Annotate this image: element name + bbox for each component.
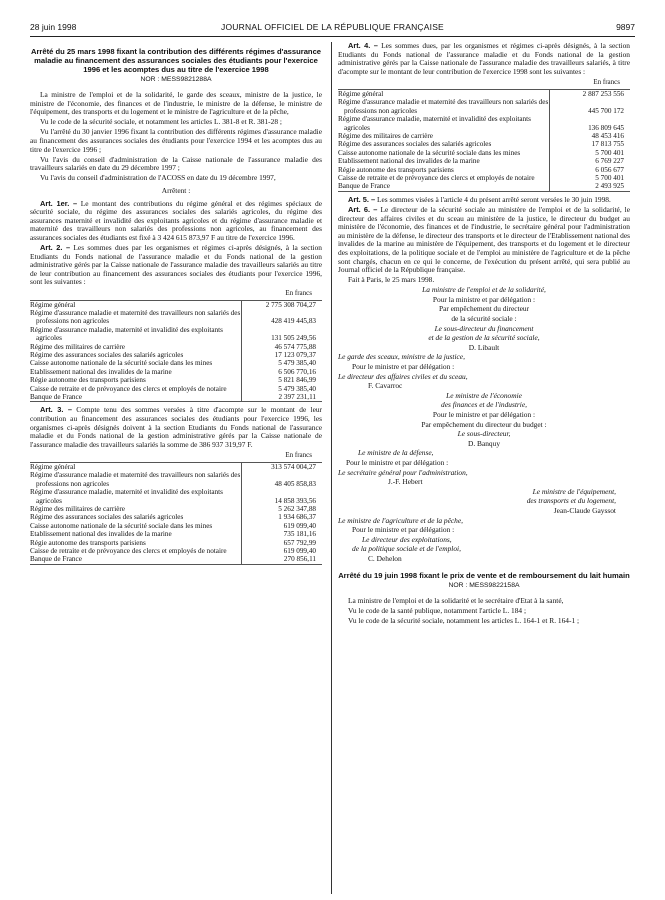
table-row: [30, 505, 322, 513]
sig1-name: D. Libault: [468, 342, 500, 352]
row-label: Régime d'assurance maladie et maternité des travailleurs non salariés des professions non agricoles: [30, 308, 241, 326]
table-row: [30, 309, 322, 326]
header-journal-title: JOURNAL OFFICIEL DE LA RÉPUBLIQUE FRANÇAISE: [221, 22, 444, 32]
row-label: Régime d'assurance maladie, maternité et invalidité des exploitants agricoles: [338, 115, 550, 132]
decree2-intro: La ministre de l'emploi et de la solidarité et le secrétaire d'Etat à la santé,: [348, 595, 564, 605]
sig1-c: de la sécurité sociale :: [451, 314, 517, 324]
sig6-name: C. Dehelon: [368, 553, 402, 563]
table-row: [30, 368, 322, 376]
row-label: Régime des assurances sociales des salariés agricoles: [338, 140, 550, 148]
row-value: 131 505 249,56: [271, 334, 316, 343]
row-label: Régime général: [30, 300, 242, 309]
row-label: Régime des militaires de carrière: [30, 343, 242, 351]
row-value: 14 858 393,56: [274, 496, 316, 505]
row-value: 5 821 846,99: [278, 376, 316, 385]
header-date: 28 juin 1998: [30, 22, 77, 32]
article3-text: Compte tenu des sommes versées à titre d'acompte sur le montant de leur contribution au financement des assurances sociales des étudiants pour l'exercice 1996, les organismes ci-après désignés doivent à la section Etudiants du Fonds national de l'assurance maladie et du Fonds national de la gestion administrative gérés par la Caisse nationale de l'assurance maladie des travailleurs salariés la somme de 386 937 319,97 F.: [30, 405, 323, 449]
article5-text: Les sommes visées à l'article 4 du présent arrêté seront versées le 30 juin 1998.: [376, 194, 611, 204]
table-row: [338, 174, 630, 182]
row-value: 136 809 645: [588, 123, 624, 132]
row-value: 619 099,40: [283, 521, 316, 530]
row-value: 17 123 079,37: [274, 350, 316, 359]
sig6-b: Le directeur des exploitations,: [362, 534, 452, 544]
sig1-d: Le sous-directeur du financement: [434, 323, 534, 333]
sig3-a: Pour le ministre et par délégation :: [432, 410, 536, 419]
row-value: 5 479 385,40: [278, 384, 316, 393]
decree1-intro: La ministre de l'emploi et de la solidarité, le garde des sceaux, ministre de la justice, le ministre de l'économie, des finances et de l'industrie, le ministre de la défense, le ministre de l'équipement, des transports et du logement et le ministre de l'agriculture et de la pêche,: [30, 89, 322, 117]
decree1-vu2: Vu l'arrêté du 30 janvier 1996 fixant la contribution des différents régimes d'assurance maladie au financement des assurances sociales des étudiants pour l'exercice 1994 et les acomptes dus au titre de l'exercice 1996 ;: [30, 127, 322, 154]
decree1-article3: [30, 406, 322, 449]
row-label: Caisse autonome nationale de la sécurité sociale dans les mines: [30, 522, 242, 530]
row-value: 313 574 004,27: [242, 462, 323, 471]
sig1-e: et de la gestion de la sécurité sociale,: [428, 333, 540, 343]
table-row: [338, 166, 630, 174]
row-value: 2 887 253 556: [550, 89, 631, 98]
row-value: 428 419 445,83: [271, 317, 316, 326]
table-row: [30, 462, 322, 471]
right-column: [338, 42, 630, 627]
table-article3: [30, 462, 322, 565]
sig3-name: D. Banquy: [467, 438, 501, 448]
decree1-vu3: Vu l'avis du conseil d'administration de la Caisse nationale de l'assurance maladie des travailleurs salariés en date du 29 décembre 1997 ;: [30, 154, 322, 173]
sig5-name: Jean-Claude Gayssot: [553, 505, 616, 515]
row-value: 48 405 858,83: [274, 479, 316, 488]
sig2-b: Le directeur des affaires civiles et du sceau,: [338, 371, 468, 381]
decree2-vu2: Vu le code de la sécurité sociale, notamment les articles L. 164-1 et R. 164-1 ;: [348, 616, 580, 626]
article1-text: Le montant des contributions du régime général et des régimes spéciaux de sécurité sociale, du régime des assurances sociales des salariés agricoles, du régime des assurances maternité et invalidité des exploitants agricoles et du régime d'assurance maladie et maternité des travailleurs non salariés des professions non agricoles, au financement des assurances sociales des étudiants est fixé à 3 424 615 873,97 F au titre de l'exercice 1996.: [30, 198, 323, 242]
signatures-block: [338, 286, 630, 563]
table-row: [30, 555, 322, 564]
decree2-nor: NOR : MESS9822158A: [448, 582, 520, 590]
row-value: 5 479 385,40: [278, 359, 316, 368]
row-label: Banque de France: [30, 555, 242, 564]
row-label: Banque de France: [30, 393, 242, 402]
row-value: 1 934 686,37: [278, 513, 316, 522]
table-row: [30, 343, 322, 351]
sig2-a: Pour le ministre et par délégation :: [352, 362, 455, 372]
row-label: Etablissement national des invalides de la marine: [30, 530, 242, 538]
sig3-role2: des finances et de l'industrie,: [441, 400, 527, 410]
sig4-a: Pour le ministre et par délégation :: [346, 457, 449, 467]
sig6-role: Le ministre de l'agriculture et de la pêche,: [338, 515, 464, 525]
decree1-article1: [30, 200, 322, 243]
row-value: 5 700 401: [595, 174, 624, 183]
decree1-article4: [338, 42, 630, 76]
sig3-role: Le ministre de l'économie: [446, 390, 522, 400]
table-row: [30, 513, 322, 521]
row-value: 2 775 308 704,27: [242, 300, 323, 309]
row-value: 48 453 416: [591, 132, 624, 140]
article4-label: Art. 4. –: [348, 41, 378, 50]
table-row: [30, 530, 322, 538]
table-row: [30, 300, 322, 309]
row-label: Régime d'assurance maladie et maternité des travailleurs non salariés des professions non agricoles: [338, 98, 549, 115]
sig3-b: Par empêchement du directeur du budget :: [421, 419, 547, 429]
row-label: Caisse autonome nationale de la sécurité sociale dans les mines: [338, 149, 550, 157]
row-value: 2 397 231,11: [242, 393, 323, 402]
row-label: Régime général: [338, 89, 550, 98]
sig1-a: Pour la ministre et par délégation :: [432, 294, 536, 304]
decree1-article2: [30, 244, 322, 287]
decree1-arretent: Arrêtent :: [161, 185, 191, 195]
table4-unit: En francs: [593, 78, 620, 87]
table-row: [30, 385, 322, 393]
sig5-role: Le ministre de l'équipement,: [532, 486, 616, 496]
sig2-role: Le garde des sceaux, ministre de la justice,: [338, 352, 465, 362]
row-value: 6 056 677: [595, 165, 624, 174]
decree1-vu1: Vu le code de la sécurité sociale, et notamment les articles L. 381-8 et R. 381-28 ;: [40, 117, 282, 127]
article6-text: Le directeur de la sécurité sociale au ministère de l'emploi et de la solidarité, le directeur des affaires civiles et du sceau au ministère de la justice, le directeur du budget au ministère de l'économie, des finances et de l'industrie, le secrétaire général pour l'administration au ministère de la défense, le directeur des transports et le directeur de l'Etablissement national des invalides de la marine au ministère de l'équipement, des transports et du logement et le directeur des exploitations, de la politique sociale et de l'emploi au ministère de l'agriculture et de la pêche sont chargés, chacun en ce qui le concerne, de l'exécution du présent arrêté, qui sera publié au Journal officiel de la République française.: [338, 204, 630, 275]
table3-unit: En francs: [285, 451, 312, 460]
row-label: Régime des assurances sociales des salariés agricoles: [30, 351, 242, 359]
row-label: Régime général: [30, 462, 242, 471]
article2-text: Les sommes dues par les organismes et régimes ci-après désignés, à la section Etudiants du Fonds national de l'assurance maladie et du Fonds national de la gestion administrative gérés par la Caisse nationale de l'assurance maladie des travailleurs salariés au titre de leur contribution au financement des assurances sociales des étudiants pour l'exercice 1996, sont les suivantes :: [30, 242, 322, 287]
article1-label: Art. 1er. –: [40, 198, 78, 208]
row-value: 619 099,40: [283, 547, 316, 556]
row-label: Régie autonome des transports parisiens: [338, 166, 550, 174]
table-row: [30, 393, 322, 402]
sig4-role: Le ministre de la défense,: [358, 448, 434, 458]
article6-label: Art. 6. –: [348, 204, 378, 214]
row-label: Caisse de retraite et de prévoyance des clercs et employés de notaire: [338, 174, 550, 182]
table-row: [30, 522, 322, 530]
header-page-number: 9897: [616, 22, 635, 32]
row-value: 6 769 227: [595, 157, 624, 166]
table-row: [338, 182, 630, 191]
row-label: Régime des militaires de carrière: [30, 505, 242, 513]
sig1-role: La ministre de l'emploi et de la solidarité,: [422, 285, 546, 295]
row-value: 2 493 925: [550, 182, 631, 191]
sig4-name: J.-F. Hebert: [388, 477, 423, 487]
article3-label: Art. 3. –: [40, 405, 72, 415]
row-value: 445 700 172: [588, 106, 624, 115]
article2-label: Art. 2. –: [40, 242, 71, 252]
table-row: [338, 98, 630, 115]
sig2-name: F. Cavarroc: [368, 381, 403, 391]
decree2-title: Arrêté du 19 juin 1998 fixant le prix de vente et de remboursement du lait humain: [338, 570, 630, 580]
row-value: 657 792,99: [283, 538, 316, 547]
decree1-title: Arrêté du 25 mars 1998 fixant la contribution des différents régimes d'assurance maladie au financement des assurances sociales des étudiants pour l'exercice 1996 et les acomptes dus au titre de l'exercice 1998: [30, 47, 322, 74]
table-row: [30, 539, 322, 547]
sig6-c: de la politique sociale et de l'emploi,: [352, 544, 461, 554]
table-article2: [30, 300, 322, 403]
sig5-role2: des transports et du logement,: [526, 496, 616, 506]
row-value: 270 856,11: [242, 555, 323, 564]
row-label: Régime des assurances sociales des salariés agricoles: [30, 513, 242, 521]
table-row: [30, 376, 322, 384]
sig1-b: Par empêchement du directeur: [438, 304, 530, 314]
table-row: [30, 359, 322, 367]
row-label: Régime des militaires de carrière: [338, 132, 550, 140]
decree2-vu1: Vu le code de la santé publique, notamment l'article L. 184 ;: [348, 605, 527, 615]
table-row: [338, 89, 630, 98]
sig6-a: Pour le ministre et par délégation :: [352, 525, 455, 535]
row-value: 6 506 770,16: [278, 367, 316, 376]
left-column: [30, 42, 322, 569]
row-label: Banque de France: [338, 182, 550, 191]
sig4-b: Le secrétaire général pour l'administration,: [338, 467, 468, 477]
row-label: Régime d'assurance maladie et maternité des travailleurs non salariés des professions non agricoles: [30, 471, 241, 488]
page-header: [30, 22, 635, 34]
decree1-article5: [338, 196, 630, 205]
table-row: [30, 547, 322, 555]
row-value: 5 700 401: [595, 148, 624, 157]
row-label: Caisse autonome nationale de la sécurité sociale dans les mines: [30, 359, 242, 367]
table-row: [338, 115, 630, 132]
row-label: Régime d'assurance maladie, maternité et invalidité des exploitants agricoles: [30, 488, 242, 505]
column-separator: [331, 42, 332, 894]
table-row: [338, 157, 630, 165]
header-rule: [30, 36, 635, 37]
table-row: [30, 351, 322, 359]
row-label: Caisse de retraite et de prévoyance des clercs et employés de notaire: [30, 385, 242, 393]
table-row: [30, 471, 322, 488]
table-row: [30, 488, 322, 505]
table2-unit: En francs: [285, 288, 312, 297]
decree1-vu4: Vu l'avis du conseil d'administration de l'ACOSS en date du 19 décembre 1997,: [40, 173, 276, 183]
row-label: Régie autonome des transports parisiens: [30, 376, 242, 384]
article5-label: Art. 5. –: [348, 194, 376, 204]
row-value: 17 813 755: [591, 140, 624, 149]
table-article4: [338, 89, 630, 192]
table-row: [338, 149, 630, 157]
row-value: 735 181,16: [283, 530, 316, 539]
row-value: 5 262 347,88: [278, 505, 316, 514]
article4-text: Les sommes dues, par les organismes et régimes ci-après désignés, à la section Etudiants du Fonds national de l'assurance maladie et du Fonds national de la gestion administrative gérés par la Caisse nationale de l'assurance maladie des travailleurs salariés, à titre d'acompte sur le montant de leur contribution de l'exercice 1998 sont les suivantes :: [338, 41, 631, 76]
sig3-c: Le sous-directeur,: [457, 429, 511, 439]
row-label: Etablissement national des invalides de la marine: [338, 157, 550, 165]
row-label: Régime d'assurance maladie, maternité et invalidité des exploitants agricoles: [30, 326, 242, 343]
table-row: [338, 132, 630, 140]
row-label: Régie autonome des transports parisiens: [30, 539, 242, 547]
table-row: [30, 326, 322, 343]
decree1-article6: [338, 206, 630, 275]
row-value: 46 574 775,88: [274, 342, 316, 351]
row-label: Caisse de retraite et de prévoyance des clercs et employés de notaire: [30, 547, 242, 555]
decree1-fait: Fait à Paris, le 25 mars 1998.: [348, 275, 435, 285]
decree1-nor: NOR : MESS9821288A: [140, 76, 212, 84]
table-row: [338, 140, 630, 148]
row-label: Etablissement national des invalides de la marine: [30, 368, 242, 376]
